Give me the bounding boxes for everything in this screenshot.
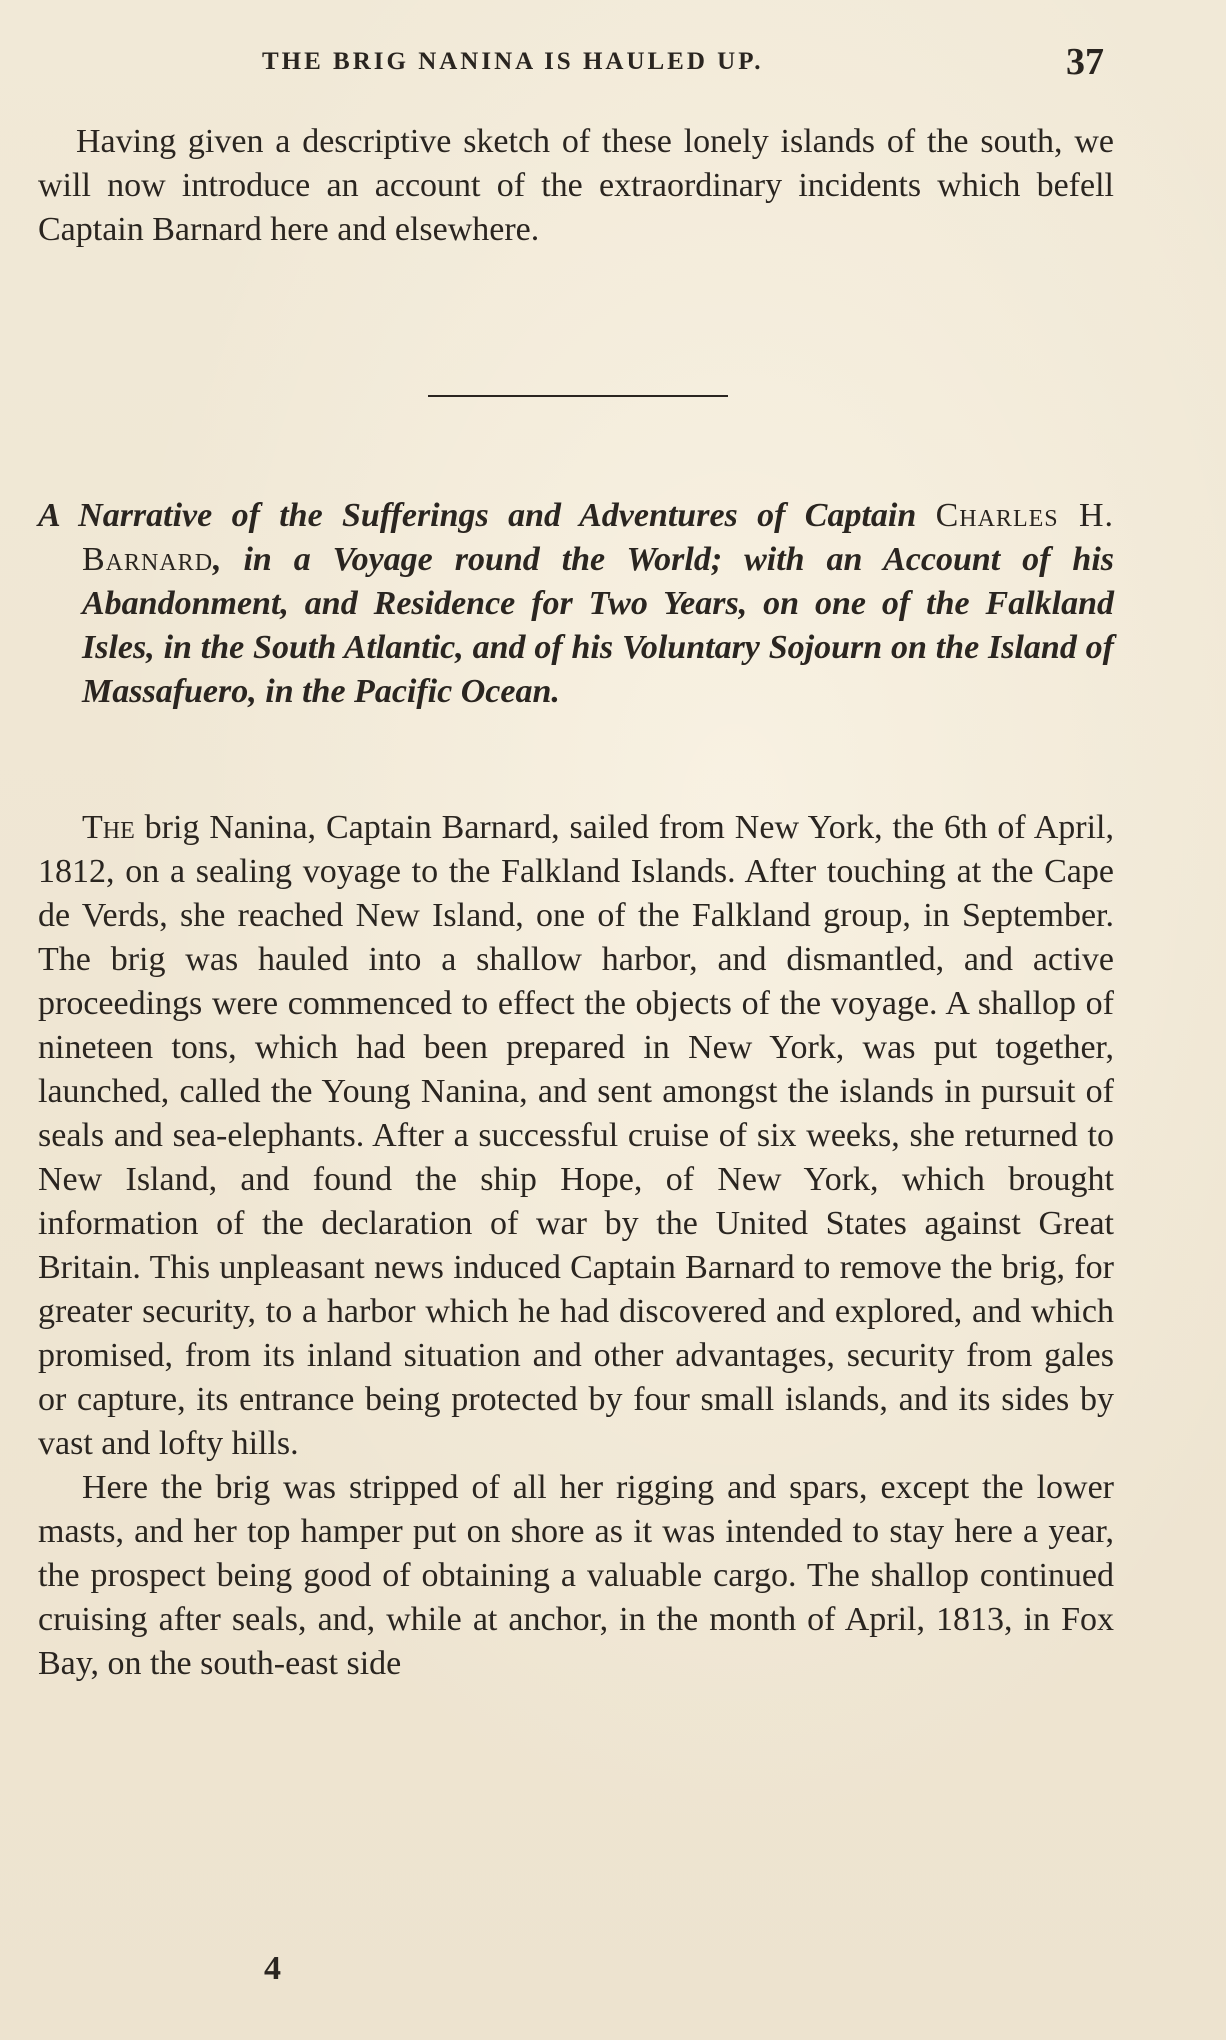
intro-paragraph-block bbox=[38, 120, 1114, 252]
narrative-title-name: Charles H. Barnard bbox=[82, 497, 1115, 578]
page-number: 37 bbox=[1066, 41, 1104, 83]
signature-mark: 4 bbox=[264, 1950, 281, 1987]
narrative-title-part1: A Narrative of the Sufferings and Adventures of Captain bbox=[38, 497, 936, 534]
narrative-body bbox=[38, 806, 1114, 1686]
section-divider-rule bbox=[428, 395, 728, 397]
body-paragraph-1-lead: The bbox=[82, 809, 135, 846]
running-head bbox=[0, 40, 1226, 90]
body-paragraph-1-text: brig Nanina, Captain Barnard, sailed from New York, the 6th of April, 1812, on a sealing voyage to the Falkland Islands. After touching at the Cape de Verds, she reached New Island, one of the Falkland group, in September. The brig was hauled into a shallow harbor, and dismantled, and active proceedings were commenced to effect the objects of the voyage. A shallop of nineteen tons, which had been prepared in New York, was put together, launched, called the Young Nanina, and sent amongst the islands in pursuit of seals and sea-elephants. After a successful cruise of six weeks, she returned to New Island, and found the ship Hope, of New York, which brought information of the declaration of war by the United States against Great Britain. This unpleasant news induced Captain Barnard to remove the brig, for greater security, to a harbor which he had discovered and explored, and which promised, from its inland situation and other advantages, security from gales or capture, its entrance being protected by four small islands, and its sides by vast and lofty hills. bbox=[38, 809, 1114, 1462]
running-head-title: THE BRIG NANINA IS HAULED UP. bbox=[262, 48, 764, 75]
narrative-title-part2: , in a Voyage round the World; with an Account of his Abandonment, and Residence for Two Years, on one of the Falkland Isles, in the South Atlantic, and of his Voluntary Sojourn on the Island of Massafuero, in the Pacific Ocean. bbox=[82, 541, 1114, 710]
intro-paragraph: Having given a descriptive sketch of these lonely islands of the south, we will now introduce an account of the extraordinary incidents which befell Captain Barnard here and elsewhere. bbox=[38, 123, 1114, 248]
body-paragraph-1 bbox=[38, 806, 1114, 1466]
body-paragraph-2: Here the brig was stripped of all her rigging and spars, except the lower masts, and her top hamper put on shore as it was intended to stay here a year, the prospect being good of obtaining a valuable cargo. The shallop continued cruising after seals, and, while at anchor, in the month of April, 1813, in Fox Bay, on the south-east side bbox=[38, 1469, 1114, 1682]
narrative-title bbox=[38, 494, 1114, 714]
